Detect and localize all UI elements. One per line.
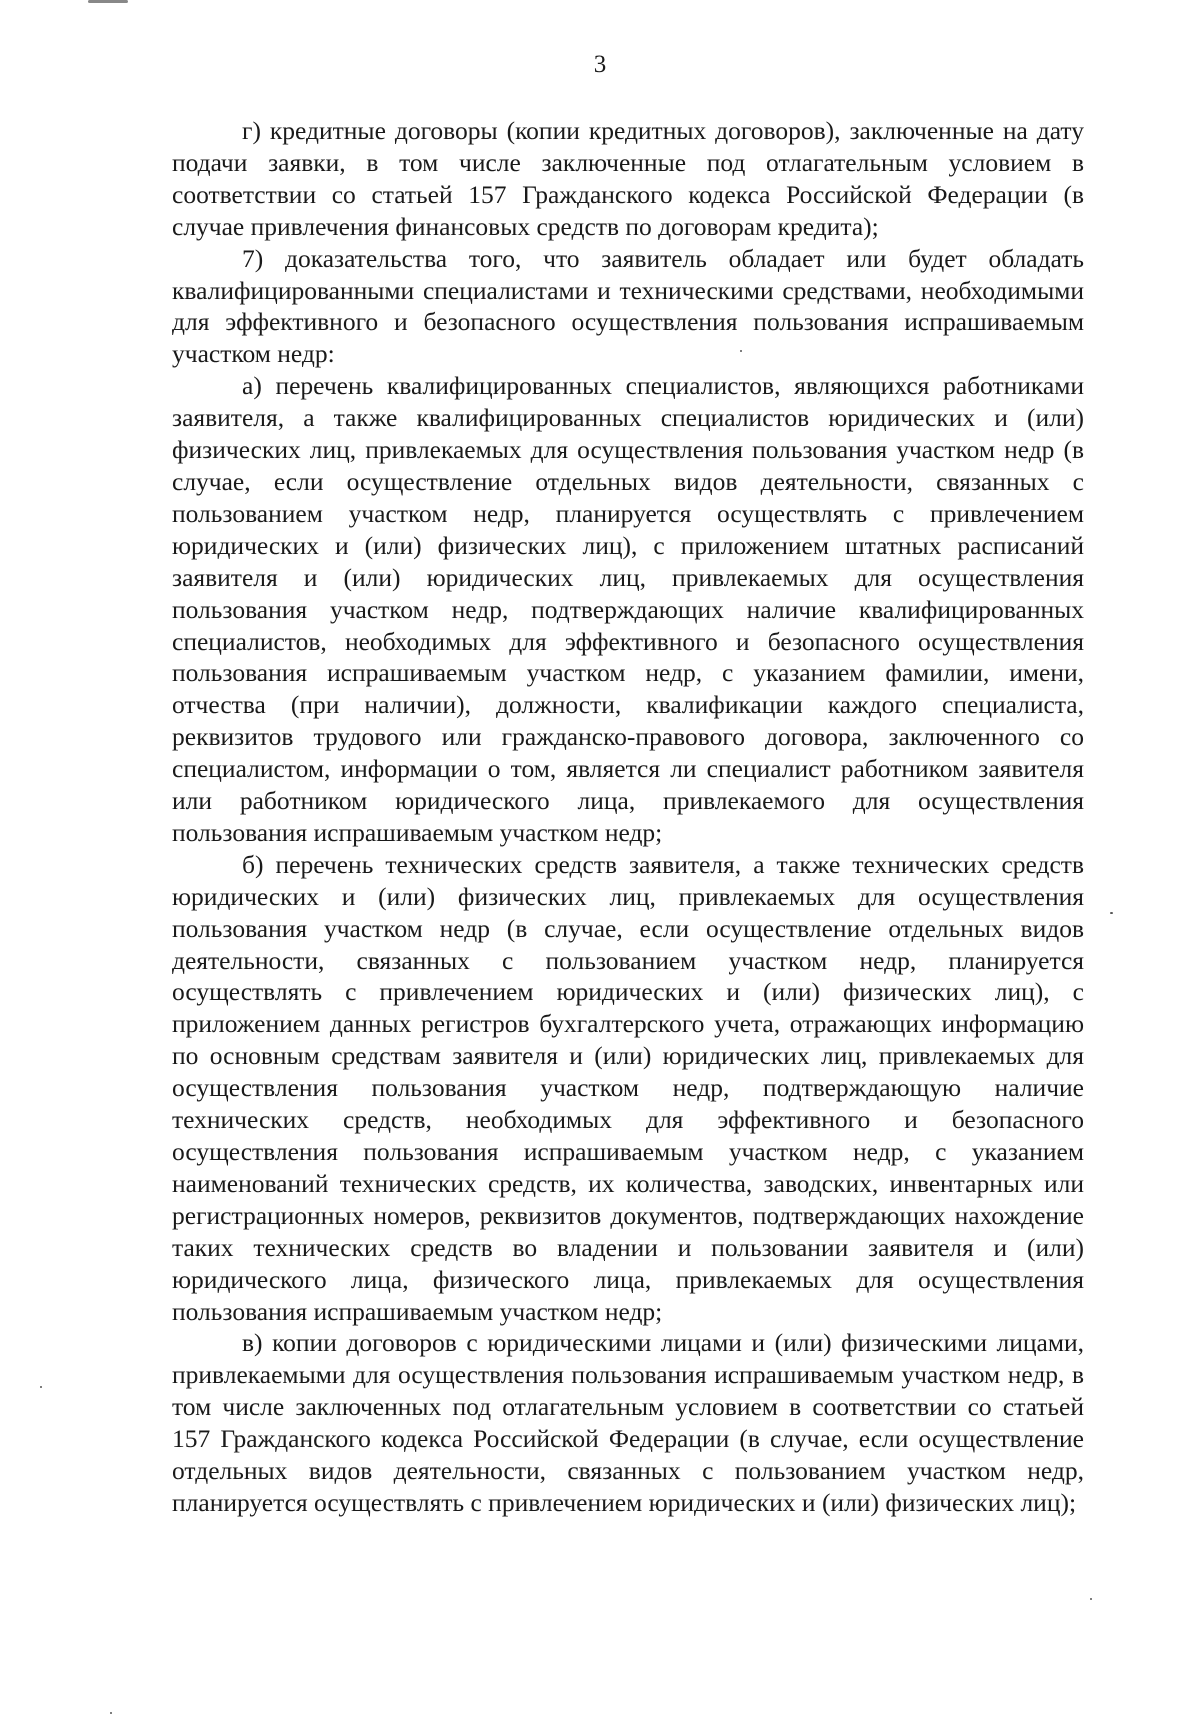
- paragraph-v-contract-copies: в) копии договоров с юридическими лицами и (или) физическими лицами, привлекаемыми для осуществления пользования испрашиваемым участком недр, в том числе заключенных под отлагательным условием в соответствии со статьей 157 Гражданского кодекса Российской Федерации (в случае, если осуществление отдельных видов деятельности, связанных с пользованием участком недр, планируется осуществлять с привлечением юридических и (или) физических лиц);: [172, 1328, 1084, 1517]
- scan-speck: [1090, 1598, 1092, 1600]
- scan-artifact: [88, 0, 128, 3]
- scan-speck: [40, 1386, 42, 1388]
- scan-speck: [740, 350, 742, 352]
- document-body: [172, 115, 1084, 1519]
- scan-speck: [110, 1712, 112, 1714]
- page-number: 3: [593, 51, 607, 78]
- paragraph-7-evidence: 7) доказательства того, что заявитель обладает или будет обладать квалифицированными специалистами и техническими средствами, необходимыми для эффективного и безопасного осуществления пользования испрашиваемым участком недр:: [172, 243, 1084, 369]
- paragraph-b-technical-means-list: б) перечень технических средств заявителя, а также технических средств юридических и (или) физических лиц, привлекаемых для осуществления пользования участком недр (в случае, если осуществление отдельных видов деятельности, связанных с пользованием участком недр, планируется осуществлять с привлечением юридических и (или) физических лиц), с приложением данных регистров бухгалтерского учета, отражающих информацию по основным средствам заявителя и (или) юридических лиц, привлекаемых для осуществления пользования участком недр, подтверждающую наличие технических средств, необходимых для эффективного и безопасного осуществления пользования испрашиваемым участком недр, с указанием наименований технических средств, их количества, заводских, инвентарных или регистрационных номеров, реквизитов документов, подтверждающих нахождение таких технических средств во владении и пользовании заявителя и (или) юридического лица, физического лица, привлекаемых для осуществления пользования испрашиваемым участком недр;: [172, 849, 1084, 1326]
- scan-speck: [1110, 912, 1113, 914]
- paragraph-a-specialists-list: а) перечень квалифицированных специалистов, являющихся работниками заявителя, а также квалифицированных специалистов юридических и (или) физических лиц, привлекаемых для осуществления пользования участком недр (в случае, если осуществление отдельных видов деятельности, связанных с пользованием участком недр, планируется осуществлять с привлечением юридических и (или) физических лиц), с приложением штатных расписаний заявителя и (или) юридических лиц, привлекаемых для осуществления пользования участком недр, подтверждающих наличие квалифицированных специалистов, необходимых для эффективного и безопасного осуществления пользования испрашиваемым участком недр, с указанием фамилии, имени, отчества (при наличии), должности, квалификации каждого специалиста, реквизитов трудового или гражданско-правового договора, заключенного со специалистом, информации о том, является ли специалист работником заявителя или работником юридического лица, привлекаемого для осуществления пользования испрашиваемым участком недр;: [172, 371, 1084, 847]
- paragraph-g-credit-agreements: г) кредитные договоры (копии кредитных договоров), заключенные на дату подачи заявки, в том числе заключенные под отлагательным условием в соответствии со статьей 157 Гражданского кодекса Российской Федерации (в случае привлечения финансовых средств по договорам кредита);: [172, 116, 1084, 241]
